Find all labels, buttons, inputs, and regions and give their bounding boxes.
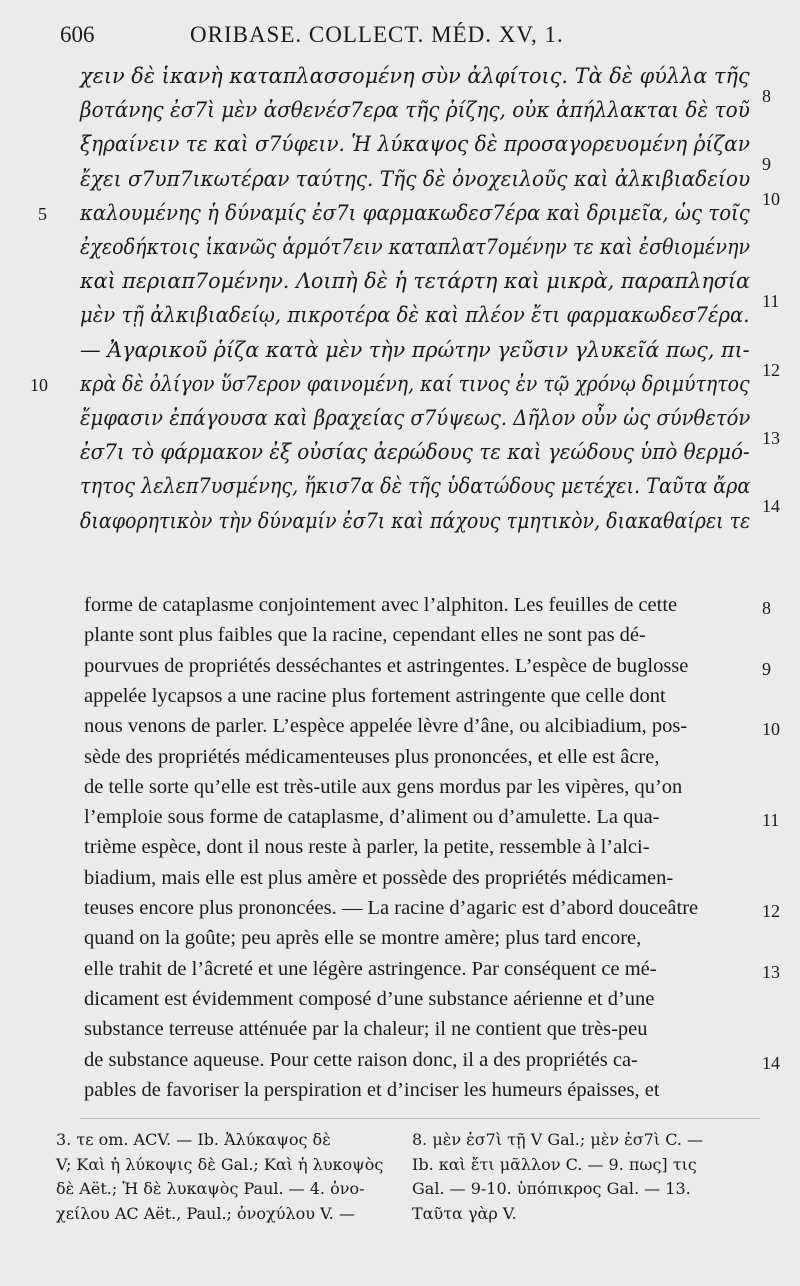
french-line: de substance aqueuse. Pour cette raison donc, il a des propriétés ca- bbox=[84, 1048, 638, 1071]
greek-line: βοτάνης ἐσ7ὶ μὲν ἀσθενέσ7ερα τῆς ῥίζης, οὐκ ἀπήλλακται δὲ τοῦ bbox=[80, 98, 750, 123]
french-line: de telle sorte qu’elle est très-utile aux gens mordus par les vipères, qu’on bbox=[84, 775, 683, 798]
greek-section-number: 8 bbox=[762, 86, 771, 106]
french-line: sède des propriétés médicamenteuses plus prononcées, et elle est âcre, bbox=[84, 745, 660, 768]
french-line: substance terreuse atténuée par la chaleur; il ne contient que très-peu bbox=[84, 1018, 648, 1041]
greek-line: ἐχεοδήκτοις ἱκανῶς ἁρμότ7ειν καταπλατ7ομένην τε καὶ ἐσθιομένην bbox=[80, 235, 751, 259]
greek-line: ἔμφασιν ἐπάγουσα καὶ βραχείας σ7ύψεως. Δῆλον οὖν ὡς σύνθετόν bbox=[80, 406, 751, 430]
french-line: appelée lycapsos a une racine plus fortement astringente que celle dont bbox=[84, 684, 666, 707]
footnote-line-left: χείλου AC Aët., Paul.; ὀνοχύλου V. — bbox=[56, 1203, 355, 1223]
footnote-line-right: 8. μὲν ἐσ7ὶ τῇ V Gal.; μὲν ἐσ7ὶ C. — bbox=[412, 1130, 704, 1149]
footnote-line-left: δὲ Aët.; Ἡ δὲ λυκαψὸς Paul. — 4. ὀνο- bbox=[56, 1179, 365, 1198]
greek-section-number: 13 bbox=[762, 428, 780, 448]
greek-section-number: 11 bbox=[762, 291, 780, 312]
running-title: ORIBASE. COLLECT. MÉD. XV, 1. bbox=[190, 22, 564, 47]
french-section-number: 10 bbox=[762, 719, 780, 740]
greek-line: καὶ περιαπ7ομένην. Λοιπὴ δὲ ἡ τετάρτη καὶ μικρὰ, παραπλησία bbox=[80, 269, 751, 294]
french-line: forme de cataplasme conjointement avec l’alphiton. Les feuilles de cette bbox=[84, 594, 678, 616]
french-line: l’emploie sous forme de cataplasme, d’aliment ou d’amulette. La qua- bbox=[84, 806, 660, 829]
footnote-line-right: Ib. καὶ ἔτι μᾶλλον C. — 9. πως] τις bbox=[412, 1154, 697, 1174]
greek-line: — Ἀγαρικοῦ ῥίζα κατὰ μὲν τὴν πρώτην γεῦσιν γλυκεῖά πως, πι- bbox=[80, 337, 750, 362]
french-line: pourvues de propriétés desséchantes et astringentes. L’espèce de buglosse bbox=[84, 654, 689, 677]
page-header bbox=[60, 20, 700, 54]
french-line: pables de favoriser la perspiration et d’inciser les humeurs épaisses, et bbox=[84, 1078, 660, 1101]
greek-line: μὲν τῇ ἀλκιβιαδείῳ, πικροτέρα δὲ καὶ πλέον ἔτι φαρμακωδεσ7έρα. bbox=[80, 303, 750, 328]
french-line: plante sont plus faibles que la racine, cependant elles ne sont pas dé- bbox=[84, 624, 646, 647]
french-line: biadium, mais elle est plus amère et possède des propriétés médicamen- bbox=[84, 866, 674, 889]
footnote-line-right: Gal. — 9-10. ὑπόπικρος Gal. — 13. bbox=[412, 1179, 691, 1198]
greek-line-number: 10 bbox=[30, 374, 48, 395]
greek-section-number: 9 bbox=[762, 154, 771, 175]
french-section-number: 9 bbox=[762, 658, 771, 679]
french-section-number: 8 bbox=[762, 598, 771, 618]
greek-line: διαφορητικὸν τὴν δύναμίν ἐσ7ι καὶ πάχους τμητικὸν, διακαθαίρει τε bbox=[80, 508, 751, 533]
greek-section-number: 14 bbox=[762, 496, 780, 517]
french-line: nous venons de parler. L’espèce appelée lèvre d’âne, ou alcibiadium, pos- bbox=[84, 715, 688, 738]
greek-line: ξηραίνειν τε καὶ σ7ύφειν. Ἡ λύκαψος δὲ προσαγορευομένη ῥίζαν bbox=[80, 132, 750, 157]
french-section-number: 11 bbox=[762, 810, 780, 831]
greek-line: ἐσ7ι τὸ φάρμακον ἐξ οὐσίας ἀερώδους τε καὶ γεώδους ὑπὸ θερμό- bbox=[80, 440, 750, 465]
french-line: elle trahit de l’âcreté et une légère astringence. Par conséquent ce mé- bbox=[84, 957, 657, 980]
footnote-line-left: 3. τε om. ACV. — Ib. Ἀλύκαψος δὲ bbox=[56, 1130, 331, 1149]
greek-line: κρὰ δὲ ὀλίγον ὕσ7ερον φαινομένη, καί τινος ἐν τῷ χρόνῳ δριμύτητος bbox=[80, 371, 750, 396]
french-section-number: 12 bbox=[762, 901, 780, 921]
french-section-number: 13 bbox=[762, 961, 780, 982]
french-line: teuses encore plus prononcées. — La racine d’agaric est d’abord douceâtre bbox=[84, 897, 699, 919]
greek-section-number: 10 bbox=[762, 188, 780, 209]
french-line: dicament est évidemment composé d’une substance aérienne et d’une bbox=[84, 987, 655, 1010]
greek-line: τητος λελεπ7υσμένης, ἥκισ7α δὲ τῆς ὑδατώδους μετέχει. Ταῦτα ἄρα bbox=[80, 474, 751, 499]
greek-line-number: 5 bbox=[38, 203, 47, 224]
greek-section-number: 12 bbox=[762, 359, 780, 380]
french-line: trième espèce, dont il nous reste à parler, la petite, ressemble à l’alci- bbox=[84, 836, 650, 859]
footnote-line-right: Ταῦτα γὰρ V. bbox=[412, 1203, 517, 1223]
greek-line: καλουμένης ἡ δύναμίς ἐσ7ι φαρμακωδεσ7έρα καὶ δριμεῖα, ὡς τοῖς bbox=[80, 200, 750, 225]
greek-line: χειν δὲ ἱκανὴ καταπλασσομένη σὺν ἀλφίτοις. Τὰ δὲ φύλλα τῆς bbox=[80, 64, 750, 88]
greek-line: ἔχει σ7υπ7ικωτέραν ταύτης. Τῆς δὲ ὀνοχειλοῦς καὶ ἀλκιβιαδείου bbox=[80, 166, 751, 191]
footnote-divider bbox=[80, 1118, 760, 1119]
french-line: quand on la goûte; peu après elle se montre amère; plus tard encore, bbox=[84, 927, 642, 950]
page-number: 606 bbox=[60, 22, 95, 47]
footnote-line-left: V; Καὶ ἡ λύκοψις δὲ Gal.; Καὶ ἡ λυκοψὸς bbox=[56, 1154, 384, 1174]
french-section-number: 14 bbox=[762, 1052, 780, 1073]
